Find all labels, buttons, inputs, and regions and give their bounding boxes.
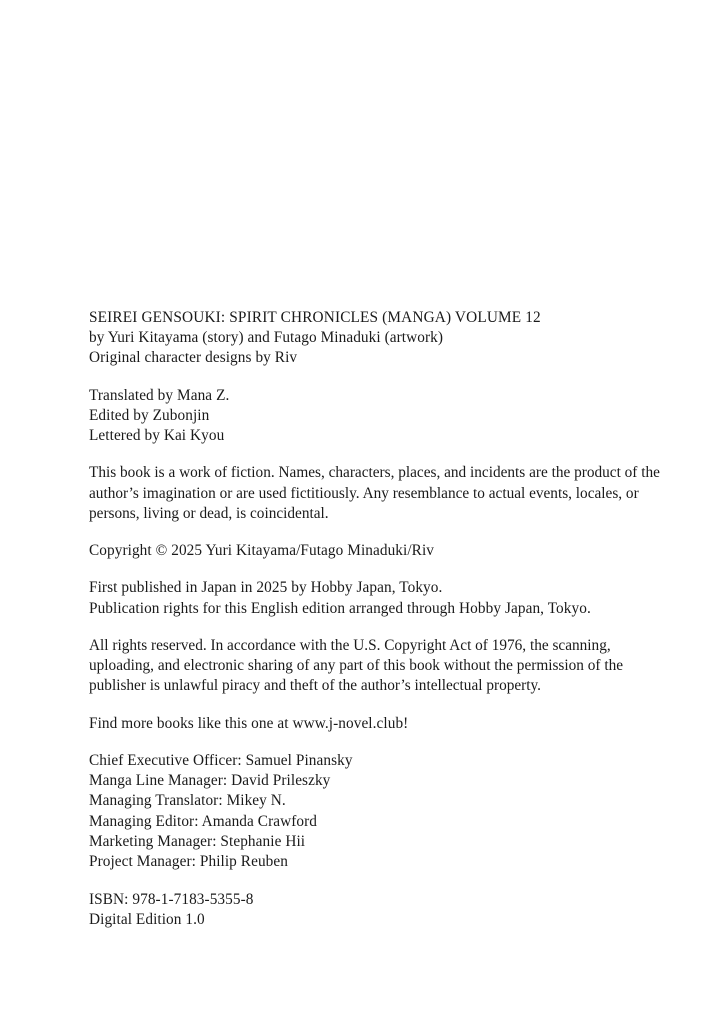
book-title: SEIREI GENSOUKI: SPIRIT CHRONICLES (MANGA) VOLUME 12	[89, 309, 541, 326]
promo-text: Find more books like this one at www.j-novel.club!	[89, 714, 409, 732]
staff-project-manager: Project Manager: Philip Reuben	[89, 853, 288, 871]
credits-block	[89, 386, 674, 447]
staff-marketing-manager: Marketing Manager: Stephanie Hii	[89, 833, 306, 850]
fiction-disclaimer: This book is a work of fiction. Names, characters, places, and incidents are the product of the author’s imagination or are used fictitiously. Any resemblance to actual events, locales, or persons, living or dead, is coincidental.	[89, 464, 660, 522]
rights-reserved-notice: All rights reserved. In accordance with the U.S. Copyright Act of 1976, the scanning, uploading, and electronic sharing of any part of this book without the permission of the publisher is unlawful piracy and theft of the author’s intellectual property.	[89, 636, 624, 695]
publication-rights-note: Publication rights for this English edition arranged through Hobby Japan, Tokyo.	[89, 599, 591, 617]
copyright-notice: Copyright © 2025 Yuri Kitayama/Futago Minaduki/Riv	[89, 542, 435, 560]
staff-managing-translator: Managing Translator: Mikey N.	[89, 792, 286, 810]
fiction-disclaimer-block	[89, 463, 674, 524]
publication-block	[89, 578, 674, 618]
book-authors: by Yuri Kitayama (story) and Futago Minaduki (artwork)	[89, 329, 444, 347]
letterer-credit: Lettered by Kai Kyou	[89, 427, 225, 445]
colophon	[89, 308, 674, 947]
rights-reserved-block	[89, 636, 674, 697]
staff-manga-line-manager: Manga Line Manager: David Prileszky	[89, 772, 331, 790]
first-publication-note: First published in Japan in 2025 by Hobby Japan, Tokyo.	[89, 579, 443, 597]
digital-edition: Digital Edition 1.0	[89, 910, 205, 928]
translator-credit: Translated by Mana Z.	[89, 386, 230, 404]
edition-block	[89, 890, 674, 930]
editor-credit: Edited by Zubonjin	[89, 406, 210, 424]
title-block	[89, 308, 674, 369]
copyright-block	[89, 541, 674, 561]
character-designer: Original character designs by Riv	[89, 349, 298, 367]
staff-managing-editor: Managing Editor: Amanda Crawford	[89, 812, 318, 830]
staff-ceo: Chief Executive Officer: Samuel Pinansky	[89, 751, 353, 769]
staff-block	[89, 751, 674, 873]
promo-block	[89, 714, 674, 734]
isbn: ISBN: 978-1-7183-5355-8	[89, 890, 254, 908]
